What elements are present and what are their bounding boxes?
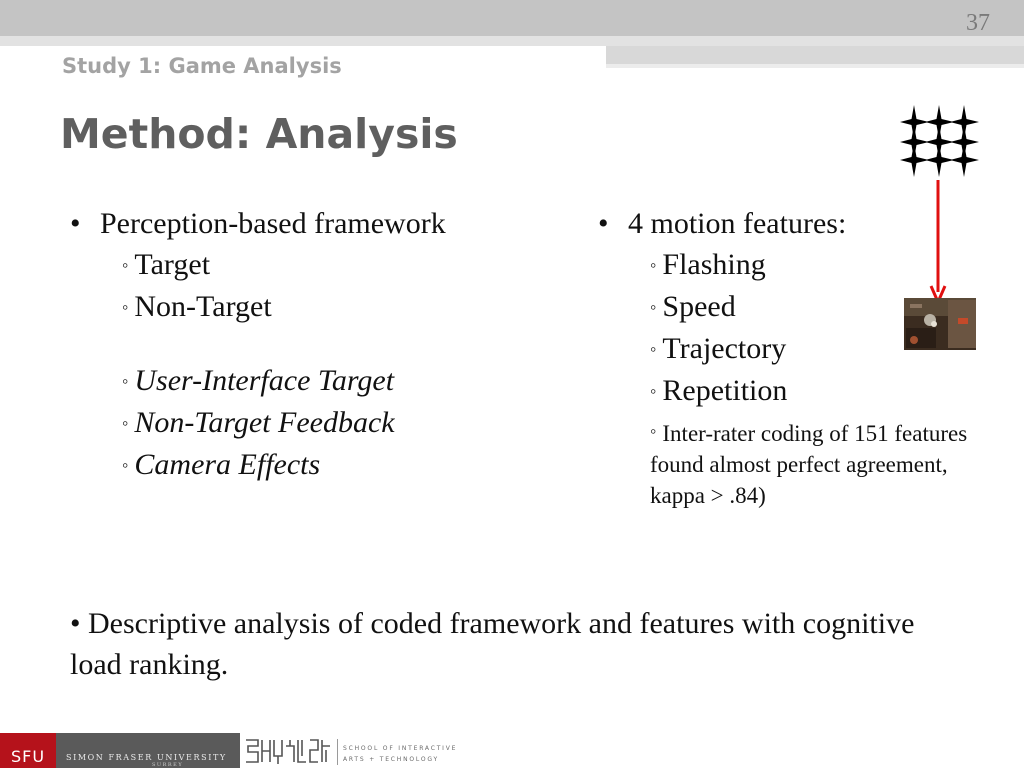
sub-item-text: Repetition — [662, 374, 788, 407]
sub-item-text: Flashing — [662, 248, 766, 281]
bullet-text: Perception-based framework — [100, 207, 446, 240]
sub-item-text: Non-Target Feedback — [134, 406, 395, 439]
bullet-text: Descriptive analysis of coded framework and features with cognitive load ranking. — [70, 607, 915, 681]
sub-item — [598, 370, 998, 412]
sub-item-italic — [70, 444, 570, 486]
school-name — [343, 743, 457, 765]
university-banner — [56, 733, 240, 768]
star-grid-icon — [898, 103, 980, 179]
sub-item-text: Trajectory — [662, 332, 787, 365]
right-column — [598, 203, 998, 511]
sub-bullet-icon: ◦ — [650, 381, 657, 401]
school-line-1: SCHOOL OF INTERACTIVE — [343, 745, 458, 752]
sub-bullet-icon: ◦ — [650, 255, 657, 275]
sub-bullet-icon: ◦ — [122, 413, 129, 433]
sub-bullet-icon: ◦ — [122, 455, 129, 475]
descriptive-analysis-bullet — [70, 603, 950, 685]
sub-bullet-icon: ◦ — [122, 297, 129, 317]
campus-name: SURREY — [152, 762, 184, 768]
sub-item-italic — [70, 402, 570, 444]
bullet-icon: • — [70, 607, 81, 640]
sub-item — [70, 286, 570, 328]
inter-rater-note — [598, 416, 998, 511]
slide-title: Method: Analysis — [60, 110, 458, 158]
school-line-2: ARTS + TECHNOLOGY — [343, 756, 439, 763]
sub-item-text: Speed — [662, 290, 736, 323]
sub-bullet-icon: ◦ — [122, 255, 129, 275]
sub-item-italic — [70, 360, 570, 402]
sfu-logo — [0, 733, 56, 768]
sub-bullet-icon: ◦ — [122, 371, 129, 391]
sub-item-text: Non-Target — [134, 290, 272, 323]
sub-item — [598, 328, 998, 370]
sub-item-text: Target — [134, 248, 211, 281]
sfu-abbrev: SFU — [10, 747, 46, 766]
sub-item — [70, 244, 570, 286]
sub-bullet-icon: ◦ — [650, 297, 657, 317]
sub-item — [598, 286, 998, 328]
framework-bullet — [70, 203, 570, 244]
bullet-text: 4 motion features: — [628, 207, 847, 240]
motion-features-bullet — [598, 203, 998, 244]
sub-bullet-icon: ◦ — [650, 339, 657, 359]
slide-subtitle: Study 1: Game Analysis — [62, 54, 342, 78]
sub-item — [598, 244, 998, 286]
footer — [0, 733, 1024, 768]
sub-bullet-icon: ◦ — [650, 421, 657, 441]
header-band — [0, 0, 1024, 36]
left-column — [70, 203, 570, 486]
bullet-icon: • — [598, 207, 609, 240]
bullet-icon: • — [70, 207, 81, 240]
slide-number: 37 — [966, 10, 990, 36]
header-band-light — [0, 36, 1024, 46]
siat-logo-icon — [244, 736, 334, 766]
note-text: Inter-rater coding of 151 features found almost perfect agreement, kappa > .84) — [650, 421, 968, 508]
spacer — [70, 328, 570, 360]
sub-item-text: Camera Effects — [134, 448, 321, 481]
university-name: SIMON FRASER UNIVERSITY — [66, 753, 227, 762]
header-band-right-edge — [606, 64, 1024, 68]
footer-divider — [337, 739, 338, 765]
sub-item-text: User-Interface Target — [134, 364, 395, 397]
